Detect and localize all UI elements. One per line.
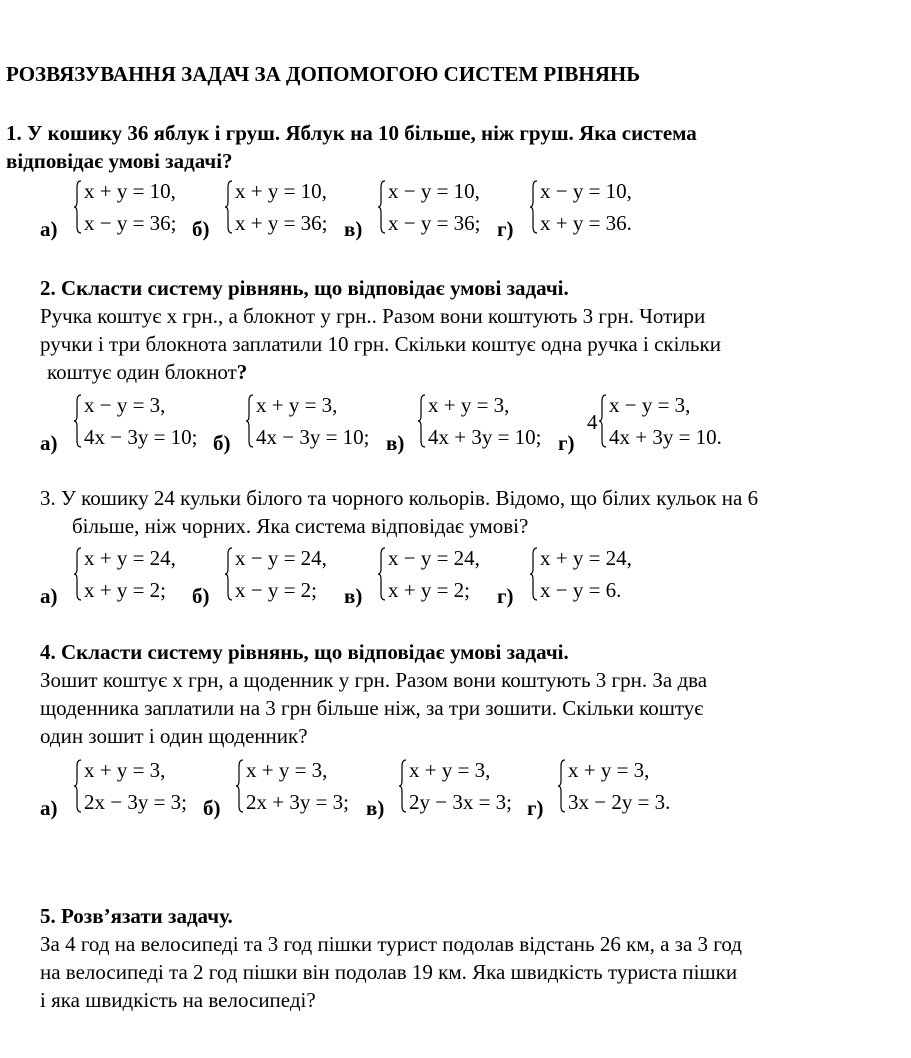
equation-2: 2y − 3x = 3;: [409, 790, 513, 814]
equation-1: x + y = 24,: [540, 546, 632, 570]
q3-text-line-2: більше, ніж чорних. Яка система відповідає умові?: [72, 514, 529, 538]
brace-icon: [530, 180, 538, 234]
q2-heading: 2. Скласти систему рівнянь, що відповідає умові задачі.: [40, 276, 569, 300]
q4-text-line-1: Зошит коштує х грн, а щоденник у грн. Разом вони коштують 3 грн. За два: [40, 668, 708, 692]
brace-icon: [418, 394, 426, 448]
q5-text-line-3: і яка швидкість на велосипеді?: [40, 988, 316, 1012]
equation-1: x − y = 10,: [388, 179, 480, 203]
equation-1: x + y = 10,: [235, 179, 327, 203]
equation-2: x − y = 36;: [84, 211, 177, 235]
brace-icon: [246, 394, 254, 448]
brace-icon: [399, 759, 407, 813]
option-label: в): [344, 217, 363, 241]
option-label: а): [40, 217, 58, 241]
brace-icon: [378, 180, 386, 234]
option-label: б): [192, 217, 210, 241]
option-label: а): [40, 584, 58, 608]
q1-text-line-1: 1. У кошику 36 яблук і груш. Яблук на 10 більше, ніж груш. Яка система: [6, 121, 697, 145]
equation-2: 3x − 2y = 3.: [568, 790, 671, 814]
equation-2: 2x − 3y = 3;: [84, 790, 188, 814]
equation-1: x − y = 10,: [540, 179, 632, 203]
equation-1: x + y = 3,: [256, 393, 338, 417]
equation-2: 4x − 3y = 10;: [84, 425, 198, 449]
brace-icon: [236, 759, 244, 813]
brace-icon: [74, 759, 82, 813]
option-label: б): [213, 431, 231, 455]
q5-heading: 5. Розв’язати задачу.: [40, 904, 233, 928]
brace-icon: [74, 547, 82, 601]
q3-text-line-1: 3. У кошику 24 кульки білого та чорного кольорів. Відомо, що білих кульок на 6: [40, 486, 759, 510]
q2-text-line-3: [47, 358, 247, 386]
equation-2: x + y = 36.: [540, 211, 632, 235]
equation-1: x + y = 24,: [84, 546, 176, 570]
equation-2: x − y = 6.: [540, 578, 622, 602]
q2-text-line-1: Ручка коштує х грн., а блокнот у грн.. Разом вони коштують 3 грн. Чотири: [40, 304, 706, 328]
q2-option-d-prefix: 4: [587, 410, 598, 434]
q2-text-line-2: ручки і три блокнота заплатили 10 грн. Скільки коштує одна ручка і скільки: [40, 332, 721, 356]
option-label: б): [203, 796, 221, 820]
equation-2: 4x − 3y = 10;: [256, 425, 370, 449]
option-label: а): [40, 796, 58, 820]
brace-icon: [225, 547, 233, 601]
equation-1: x + y = 3,: [568, 758, 650, 782]
equation-1: x − y = 24,: [388, 546, 480, 570]
option-label: в): [386, 431, 405, 455]
option-label: а): [40, 431, 58, 455]
option-label: б): [192, 584, 210, 608]
q2-text-line-3-text: коштує один блокнот: [47, 360, 237, 384]
equation-1: x + y = 3,: [428, 393, 510, 417]
equation-1: x + y = 3,: [409, 758, 491, 782]
equation-1: x − y = 3,: [609, 393, 691, 417]
equation-2: x + y = 36;: [235, 211, 328, 235]
equation-2: x − y = 2;: [235, 578, 318, 602]
brace-icon: [225, 180, 233, 234]
q5-text-line-1: За 4 год на велосипеді та 3 год пішки турист подолав відстань 26 км, а за 3 год: [40, 932, 742, 956]
equation-1: x − y = 3,: [84, 393, 166, 417]
equation-2: x + y = 2;: [84, 578, 167, 602]
brace-icon: [378, 547, 386, 601]
brace-icon: [74, 394, 82, 448]
brace-icon: [599, 394, 607, 448]
option-label: г): [497, 217, 514, 241]
brace-icon: [558, 759, 566, 813]
equation-1: x + y = 3,: [84, 758, 166, 782]
equation-1: x + y = 3,: [246, 758, 328, 782]
brace-icon: [74, 180, 82, 234]
q1-text-line-2: відповідає умові задачі?: [6, 149, 233, 173]
option-label: г): [497, 584, 514, 608]
equation-1: x − y = 24,: [235, 546, 327, 570]
option-label: в): [344, 584, 363, 608]
q4-text-line-3: один зошит і один щоденник?: [40, 724, 308, 748]
equation-2: x + y = 2;: [388, 578, 471, 602]
option-label: г): [527, 796, 544, 820]
page-title: РОЗВЯЗУВАННЯ ЗАДАЧ ЗА ДОПОМОГОЮ СИСТЕМ РІВНЯНЬ: [6, 62, 641, 86]
equation-1: x + y = 10,: [84, 179, 176, 203]
brace-icon: [530, 547, 538, 601]
q4-text-line-2: щоденника заплатили на 3 грн більше ніж, за три зошити. Скільки коштує: [40, 696, 704, 720]
equation-2: 4x + 3y = 10.: [609, 425, 722, 449]
equation-2: 2x + 3y = 3;: [246, 790, 350, 814]
option-label: г): [558, 431, 575, 455]
equation-2: x − y = 36;: [388, 211, 481, 235]
q2-question-mark: ?: [236, 360, 248, 384]
equation-2: 4x + 3y = 10;: [428, 425, 542, 449]
option-label: в): [366, 796, 385, 820]
q5-text-line-2: на велосипеді та 2 год пішки він подолав 19 км. Яка швидкість туриста пішки: [40, 960, 738, 984]
q4-heading: 4. Скласти систему рівнянь, що відповідає умові задачі.: [40, 640, 569, 664]
